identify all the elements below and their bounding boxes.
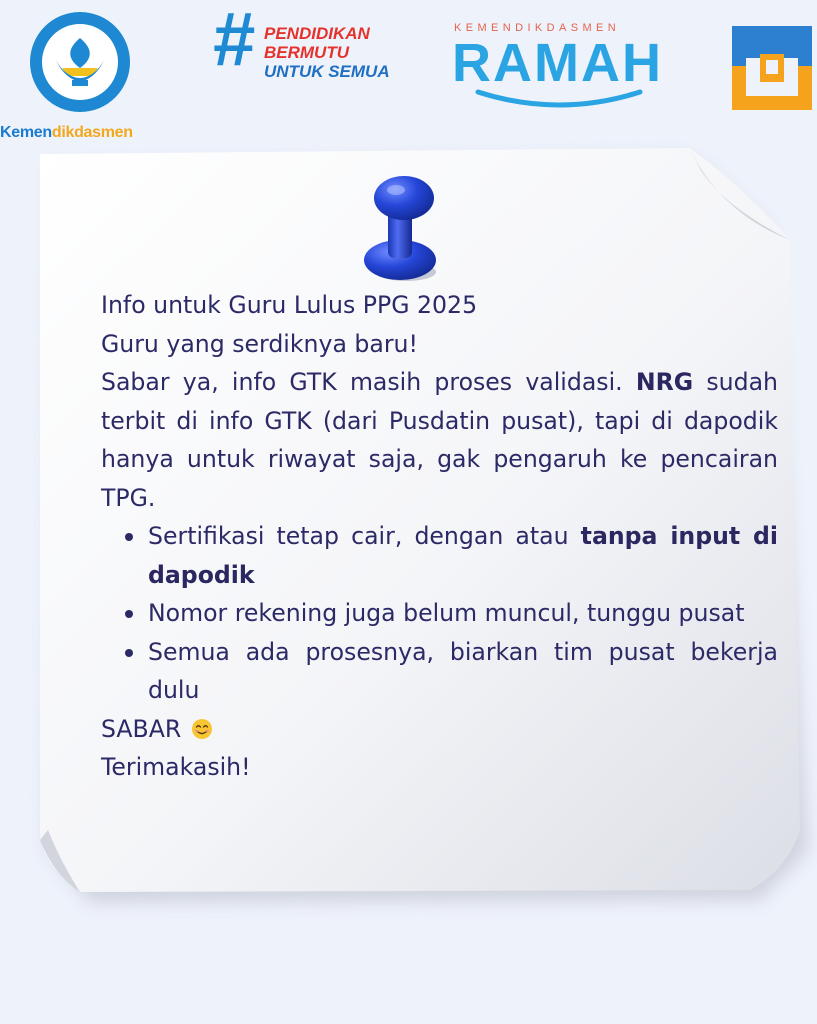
smiling-face-icon bbox=[191, 718, 213, 740]
bullet-bold-text: tanpa input di dapodik bbox=[148, 522, 778, 589]
note-paragraph bbox=[101, 363, 778, 517]
ramah-big-text: RAMAH bbox=[452, 33, 663, 93]
hashtag-line1: PENDIDIKAN bbox=[264, 24, 370, 43]
bullet-text: Semua ada prosesnya, biarkan tim pusat bekerja dulu bbox=[148, 637, 778, 704]
sabar-line bbox=[101, 710, 778, 749]
para-before-nrg: Sabar ya, info GTK masih proses validasi. bbox=[101, 368, 636, 396]
bullet-list bbox=[101, 517, 778, 710]
ramah-logo bbox=[450, 22, 663, 118]
bullet-text: Sertifikasi tetap cair, dengan atau bbox=[148, 522, 581, 550]
hashtag-icon: # bbox=[212, 0, 255, 82]
note-title: Info untuk Guru Lulus PPG 2025 bbox=[101, 291, 478, 319]
list-item bbox=[101, 594, 778, 633]
wordmark-part1: Kemen bbox=[0, 124, 52, 141]
hashtag-line3: UNTUK SEMUA bbox=[264, 62, 390, 81]
tut-wuri-handayani-seal-icon bbox=[28, 10, 132, 114]
smile-curve-icon bbox=[474, 88, 644, 114]
list-item bbox=[101, 633, 778, 710]
nrg-bold: NRG bbox=[635, 368, 694, 396]
closing-text: Terimakasih! bbox=[101, 753, 251, 781]
ramah-small-text: KEMENDIKDASMEN bbox=[454, 22, 621, 34]
bullet-text: Nomor rekening juga belum muncul, tunggu pusat bbox=[148, 599, 745, 627]
list-item bbox=[101, 517, 778, 594]
para-after-nrg: sudah terbit di info GTK (dari Pusdatin pusat), tapi di dapodik hanya untuk riwayat saja, gak pengaruh ke pencairan TPG. bbox=[101, 368, 778, 512]
gtk-square-logo-icon bbox=[730, 22, 814, 112]
sabar-text: SABAR bbox=[101, 714, 182, 743]
note-text bbox=[101, 286, 778, 787]
hashtag-line2: BERMUTU bbox=[264, 43, 349, 62]
wordmark-part2: dikdasmen bbox=[51, 124, 133, 141]
kemendikdasmen-logo bbox=[0, 6, 160, 141]
push-pin-icon bbox=[350, 168, 450, 288]
note-subtitle: Guru yang serdiknya baru! bbox=[101, 329, 418, 358]
pendidikan-bermutu-logo bbox=[212, 0, 422, 84]
